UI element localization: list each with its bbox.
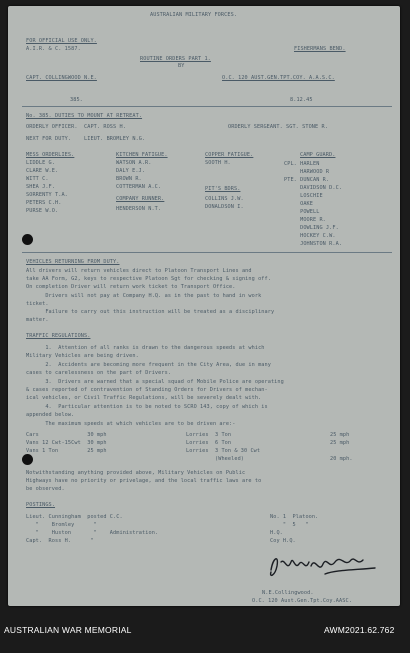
paragraph-line: Highways have no priority or privelage, and the local traffic laws are to: [26, 478, 262, 484]
official-use: FOR OFFICIAL USE ONLY.: [26, 38, 97, 44]
list-item: PTE. DUNCAN R.: [284, 177, 330, 183]
list-item: SORRENTY T.A.: [26, 192, 68, 198]
list-item: WATSON A.R.: [116, 160, 152, 166]
posting-row: " Huston " Administration.: [26, 530, 159, 536]
paragraph-line: ical vehicles, or Civil Traffic Regulations, will be severely dealt with.: [26, 395, 262, 401]
paragraph-line: ticket.: [26, 301, 49, 307]
company-runner-heading: COMPANY RUNNER.: [116, 196, 165, 202]
divider: [22, 252, 392, 253]
list-item: COTTERMAN A.C.: [116, 184, 162, 190]
list-item: SOOTH H.: [205, 160, 231, 166]
order-date: 8.12.45: [290, 97, 313, 103]
paragraph-line: appended below.: [26, 412, 75, 418]
location: FISHERMANS BEND.: [294, 46, 346, 52]
list-item: HOCKEY C.W.: [284, 233, 336, 239]
list-item: POWELL: [284, 209, 320, 215]
list-item: DOWLING J.F.: [284, 225, 339, 231]
reference-number: A.I.R. & C. 1587.: [26, 46, 81, 52]
posting-row: Lieut. Cunningham posted C.C.: [26, 514, 123, 520]
posting-unit: H.Q.: [270, 530, 283, 536]
camp-guard-heading: CAMP GUARD.: [300, 152, 336, 158]
divider: [22, 106, 392, 107]
speed-row: Lorries 3 Ton: [186, 432, 232, 438]
speed-value: 20 mph.: [330, 456, 353, 462]
paragraph-line: 1. Attention of all ranks is drawn to the dangerous speeds at which: [26, 345, 265, 351]
paragraph-line: The maximum speeds at which vehicles are to be driven are:-: [26, 421, 236, 427]
postings-title: POSTINGS.: [26, 502, 56, 508]
paragraph-line: Failure to carry out this instruction will be treated as a disciplinary: [26, 309, 275, 315]
kitchen-fatigue-heading: KITCHEN FATIGUE.: [116, 152, 168, 158]
commander-unit: O.C. 120 AUST.GEN.TPT.COY. A.A.S.C.: [222, 75, 335, 81]
list-item: PETERS C.H.: [26, 200, 62, 206]
list-item: SHEA J.F.: [26, 184, 56, 190]
by-label: BY: [178, 63, 185, 69]
paragraph-line: 2. Accidents are becoming more frequent in the City Area, due in many: [26, 362, 271, 368]
traffic-title: TRAFFIC REGULATIONS.: [26, 333, 91, 339]
list-item: DALY E.J.: [116, 168, 146, 174]
speed-row: Lorries 6 Ton: [186, 440, 232, 446]
paragraph-line: Drivers will not pay at Company H.Q. as in the past to hand in work: [26, 293, 262, 299]
list-item: COLLINS J.W.: [205, 196, 244, 202]
list-item: CPL. HARLEN: [284, 161, 320, 167]
list-item: MOORE R.: [284, 217, 326, 223]
list-item: CLARE W.E.: [26, 168, 59, 174]
footer-institution: AUSTRALIAN WAR MEMORIAL: [4, 625, 132, 635]
signatory-name: N.E.Collingwood.: [262, 590, 314, 596]
list-item: HARWOOD R: [284, 169, 330, 175]
list-item: DONALDSON I.: [205, 204, 244, 210]
list-item: HENDERSON N.T.: [116, 206, 162, 212]
list-item: LIDDLE G.: [26, 160, 56, 166]
orderly-sergeant: ORDERLY SERGEANT. SGT. STONE R.: [228, 124, 328, 130]
speed-row: Cars 30 mph: [26, 432, 107, 438]
posting-unit: Coy H.Q.: [270, 538, 296, 544]
speed-row: Vans 1 Ton 25 mph: [26, 448, 107, 454]
paragraph-line: All drivers will return vehicles direct to Platoon Transport Lines and: [26, 268, 252, 274]
paragraph-line: Military Vehicles are being driven.: [26, 353, 139, 359]
handwritten-signature: [265, 548, 385, 584]
duties-title: No. 385. DUTIES TO MOUNT AT RETREAT.: [26, 113, 143, 119]
punch-hole: [22, 234, 33, 245]
signatory-title: O.C. 120 Aust.Gen.Tpt.Coy.AASC.: [252, 598, 352, 604]
list-item: PURSE W.O.: [26, 208, 59, 214]
pits-heading: PIT'S BDRS.: [205, 186, 241, 192]
orderly-officer: ORDERLY OFFICER. CAPT. ROSS H.: [26, 124, 126, 130]
footer-bar: [0, 612, 410, 653]
list-item: WITT C.: [26, 176, 49, 182]
paragraph-line: On completion Driver will return work ticket to Transport Office.: [26, 284, 236, 290]
paragraph-line: cases to carelessness on the part of Drivers.: [26, 370, 172, 376]
list-item: DAVIDSON D.C.: [284, 185, 343, 191]
order-number: 385.: [70, 97, 83, 103]
list-item: OAKE: [284, 201, 314, 207]
commander-name: CAPT. COLLINGWOOD N.E.: [26, 75, 97, 81]
posting-unit: " 5 ": [270, 522, 309, 528]
posting-unit: No. 1 Platoon.: [270, 514, 319, 520]
paragraph-line: 4. Particular attention is to be noted to SCRO 143, copy of which is: [26, 404, 268, 410]
paragraph-line: 3. Drivers are warned that a special squad of Mobile Police are operating: [26, 379, 284, 385]
list-item: LOSCHIE: [284, 193, 323, 199]
speed-row: Vans 12 Cwt-15Cwt 30 mph: [26, 440, 107, 446]
vehicles-title: VEHICLES RETURNING FROM DUTY.: [26, 259, 120, 265]
speed-row: Lorries 3 Ton & 30 Cwt: [186, 448, 261, 454]
posting-row: " Bromley ": [26, 522, 97, 528]
header-title: AUSTRALIAN MILITARY FORCES.: [150, 12, 238, 18]
paragraph-line: take AA Form, G2, keys to respective Platoon Sgt for checking & signing off.: [26, 276, 271, 282]
paragraph-line: & cases reported of contravention of Standing Orders for Drivers of mechan-: [26, 387, 268, 393]
copper-fatigue-heading: COPPER FATIGUE.: [205, 152, 254, 158]
footer-accession: AWM2021.62.762: [324, 625, 395, 635]
paragraph-line: Notwithstanding anything provided above, Military Vehicles on Public: [26, 470, 246, 476]
speed-value: 25 mph: [330, 432, 350, 438]
punch-hole: [22, 454, 33, 465]
speed-value: 25 mph: [330, 440, 350, 446]
paragraph-line: matter.: [26, 317, 49, 323]
next-for-duty: NEXT FOR DUTY. LIEUT. BROMLEY N.G.: [26, 136, 146, 142]
paragraph-line: be observed.: [26, 486, 65, 492]
posting-row: Capt. Ross H. ": [26, 538, 94, 544]
mess-orderlies-heading: MESS ORDERLIES.: [26, 152, 75, 158]
list-item: BROWN R.: [116, 176, 142, 182]
list-item: JOHNSTON R.A.: [284, 241, 343, 247]
speed-row: (Wheeled): [186, 456, 245, 462]
routine-orders-title: ROUTINE ORDERS PART 1.: [140, 56, 211, 62]
